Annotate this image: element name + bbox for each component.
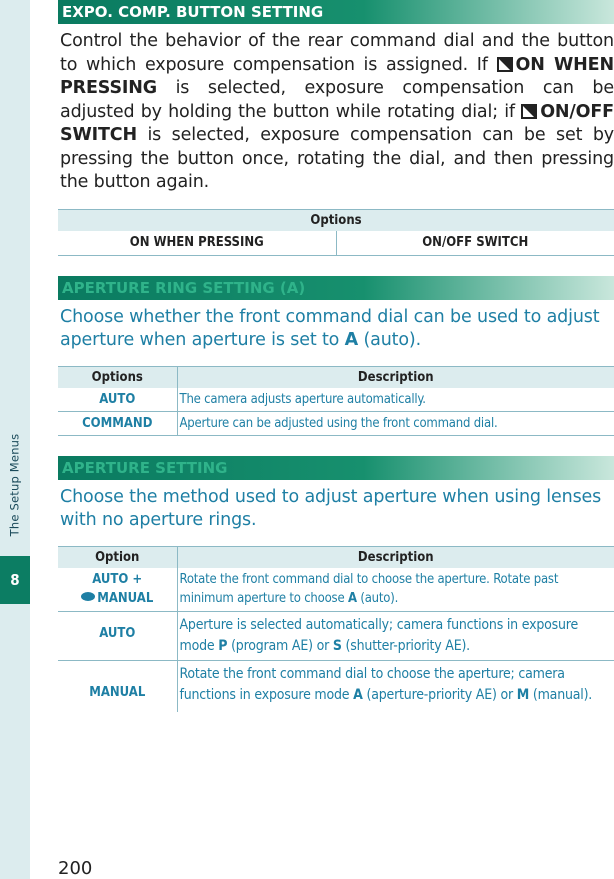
section-heading-aperture-setting: APERTURE SETTING (58, 456, 614, 480)
options-table-expo-comp (58, 209, 614, 256)
page-content (58, 0, 614, 712)
section-description-expo-comp (60, 30, 614, 195)
option-line: AUTO + (92, 571, 143, 587)
text-span: (auto). (356, 590, 399, 606)
section-heading-expo-comp: EXPO. COMP. BUTTON SETTING (58, 0, 614, 24)
table-header-option: Option (58, 546, 177, 568)
text-span: is selected, exposure compensation can be adjusted by holding the button while rotating dial; if (60, 78, 614, 122)
mode-letter: A (353, 686, 363, 703)
mode-letter: S (332, 637, 342, 654)
table-header-options: Options (58, 366, 177, 388)
option-text: MANUAL (97, 590, 154, 606)
table-cell-description (177, 660, 614, 712)
mode-letter: A (344, 330, 359, 350)
table-cell-description: The camera adjusts aperture automatically. (177, 388, 614, 412)
mode-letter: P (218, 637, 228, 654)
table-header: Options (58, 209, 614, 231)
text-span: is selected, exposure compensation can be set by pressing the button once, rotating the dial, and then pressing the button again. (60, 125, 614, 192)
mode-letter: A (347, 590, 357, 606)
table-cell-option: MANUAL (89, 684, 146, 700)
text-span: Choose whether the front command dial can be used to adjust aperture when aperture is set to (60, 306, 600, 350)
table-header-description: Description (177, 546, 614, 568)
text-span: Aperture is selected automatically; camera functions in exposure mode (179, 616, 578, 654)
table-header-description: Description (177, 366, 614, 388)
text-span: (shutter-priority AE). (341, 637, 470, 654)
command-dial-icon (81, 592, 95, 601)
text-span: Rotate the front command dial to choose the aperture. Rotate past minimum aperture to choose (179, 571, 559, 606)
sidebar-label (3, 420, 25, 550)
exposure-compensation-icon (497, 57, 513, 72)
text-span: Control the behavior of the rear command dial and the button to which exposure compensation is assigned. If (60, 31, 614, 75)
section-description-aperture-setting: Choose the method used to adjust aperture when using lenses with no aperture rings. (60, 486, 602, 530)
option-name: ON WHEN PRESSING (60, 54, 614, 98)
text-span: (program AE) or (227, 637, 333, 654)
table-cell-option: COMMAND (58, 411, 177, 435)
table-cell-description: Aperture can be adjusted using the front command dial. (177, 411, 614, 435)
text-span: (manual). (529, 686, 593, 703)
options-table-aperture-setting (58, 546, 614, 712)
table-cell-description (177, 611, 614, 660)
table-cell-option (58, 568, 177, 612)
table-cell-option: AUTO (58, 611, 177, 660)
section-heading-aperture-ring: APERTURE RING SETTING (A) (58, 276, 614, 300)
section-description-aperture-ring (60, 306, 614, 353)
text-span: (aperture-priority AE) or (362, 686, 517, 703)
table-cell-option: AUTO (58, 388, 177, 412)
exposure-compensation-icon (521, 104, 537, 119)
table-cell-option: ON/OFF SWITCH (336, 231, 614, 256)
chapter-tab: 8 (0, 556, 30, 604)
mode-letter: M (516, 686, 530, 703)
table-cell-description (177, 568, 614, 612)
table-cell-option: ON WHEN PRESSING (58, 231, 336, 256)
option-name: ON/OFF SWITCH (60, 101, 614, 145)
chapter-title: The Setup Menus (7, 433, 21, 537)
text-span: Rotate the front command dial to choose the aperture; camera functions in exposure mode (179, 665, 565, 703)
option-line (58, 589, 177, 608)
options-table-aperture-ring (58, 366, 614, 436)
text-span: (auto). (358, 330, 422, 350)
page-number: 200 (58, 858, 93, 879)
